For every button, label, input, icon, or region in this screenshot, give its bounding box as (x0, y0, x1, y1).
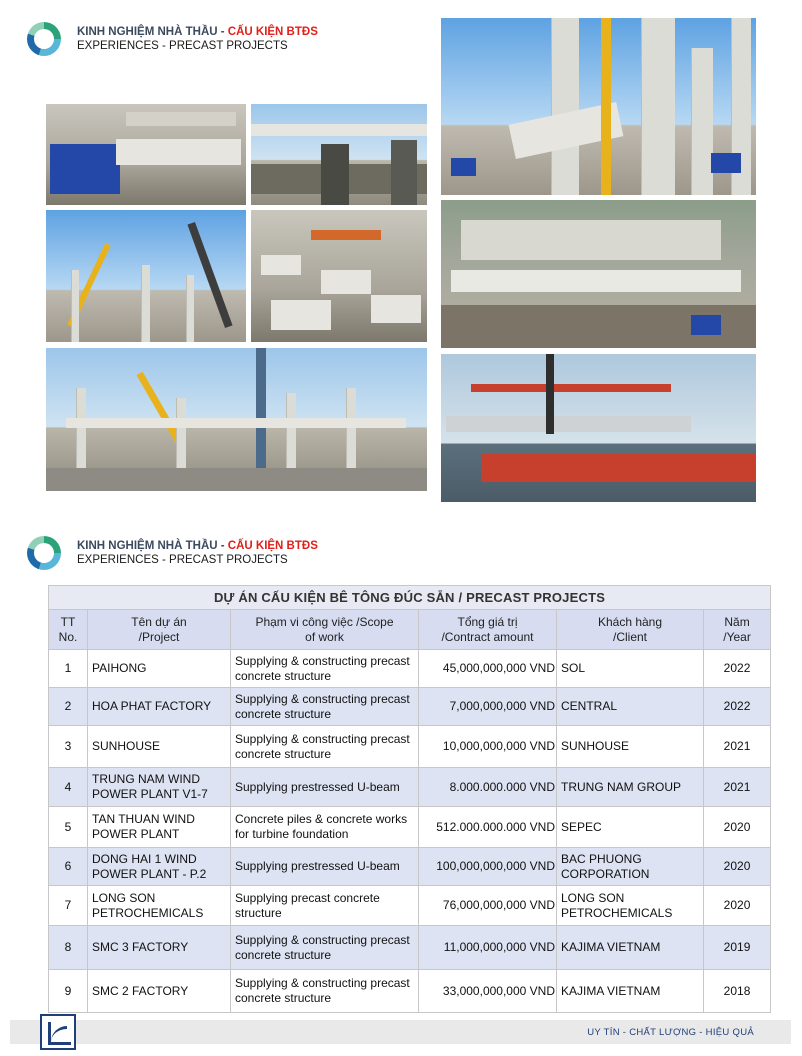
header-year: Năm /Year (704, 610, 771, 650)
photo-column-lifting (441, 18, 756, 195)
table-row: 2 HOA PHAT FACTORY Supplying & constructing precast concrete structure 7,000,000,000 VND CENTRAL 2022 (49, 688, 771, 726)
table-row: 7 LONG SON PETROCHEMICALS Supplying precast concrete structure 76,000,000,000 VND LONG SON PETROCHEMICALS 2020 (49, 886, 771, 926)
section1-header (27, 22, 318, 56)
table-header-row (49, 610, 771, 650)
table-title: DỰ ÁN CẤU KIỆN BÊ TÔNG ĐÚC SẴN / PRECAST PROJECTS (49, 586, 771, 610)
photo-workers-inspection (251, 104, 427, 205)
section1-subtitle: EXPERIENCES - PRECAST PROJECTS (77, 40, 288, 52)
table-row: 4 TRUNG NAM WIND POWER PLANT V1-7 Supplying prestressed U-beam 8.000.000.000 VND TRUNG NAM GROUP 2021 (49, 768, 771, 807)
photo-precast-yard (46, 104, 246, 205)
photo-aerial-site (441, 200, 756, 348)
section2-subtitle: EXPERIENCES - PRECAST PROJECTS (77, 554, 288, 566)
section2-header (27, 536, 318, 570)
company-logo-icon (27, 22, 61, 56)
table-row: 6 DONG HAI 1 WIND POWER PLANT - P.2 Supplying prestressed U-beam 100,000,000,000 VND BAC PHUONG CORPORATION 2020 (49, 848, 771, 886)
photo-u-beam-barge (441, 354, 756, 502)
photo-crane-columns (46, 210, 246, 342)
table-row: 1 PAIHONG Supplying & constructing precast concrete structure 45,000,000,000 VND SOL 2022 (49, 650, 771, 688)
table-row: 9 SMC 2 FACTORY Supplying & constructing precast concrete structure 33,000,000,000 VND KAJIMA VIETNAM 2018 (49, 970, 771, 1013)
company-logo-icon (27, 536, 61, 570)
photo-foundation-blocks (251, 210, 427, 342)
header-client: Khách hàng /Client (557, 610, 704, 650)
photo-frame-erection (46, 348, 427, 491)
section1-title: KINH NGHIỆM NHÀ THẦU - CẤU KIỆN BTĐS (77, 26, 318, 38)
header-project: Tên dự án /Project (88, 610, 231, 650)
precast-projects-table (48, 585, 770, 1013)
section2-title: KINH NGHIỆM NHÀ THẦU - CẤU KIỆN BTĐS (77, 540, 318, 552)
footer-slogan: UY TÍN - CHẤT LƯỢNG - HIỆU QUẢ (587, 1027, 754, 1038)
table-row: 3 SUNHOUSE Supplying & constructing precast concrete structure 10,000,000,000 VND SUNHOUSE 2021 (49, 726, 771, 768)
header-no: TT No. (49, 610, 88, 650)
table-row: 5 TAN THUAN WIND POWER PLANT Concrete piles & concrete works for turbine foundation 512.000.000.000 VND SEPEC 2020 (49, 807, 771, 848)
table-row: 8 SMC 3 FACTORY Supplying & constructing precast concrete structure 11,000,000,000 VND KAJIMA VIETNAM 2019 (49, 926, 771, 970)
footer-brand-logo-icon (40, 1014, 76, 1050)
header-scope: Phạm vi công việc /Scope of work (231, 610, 419, 650)
header-amount: Tổng giá trị /Contract amount (419, 610, 557, 650)
